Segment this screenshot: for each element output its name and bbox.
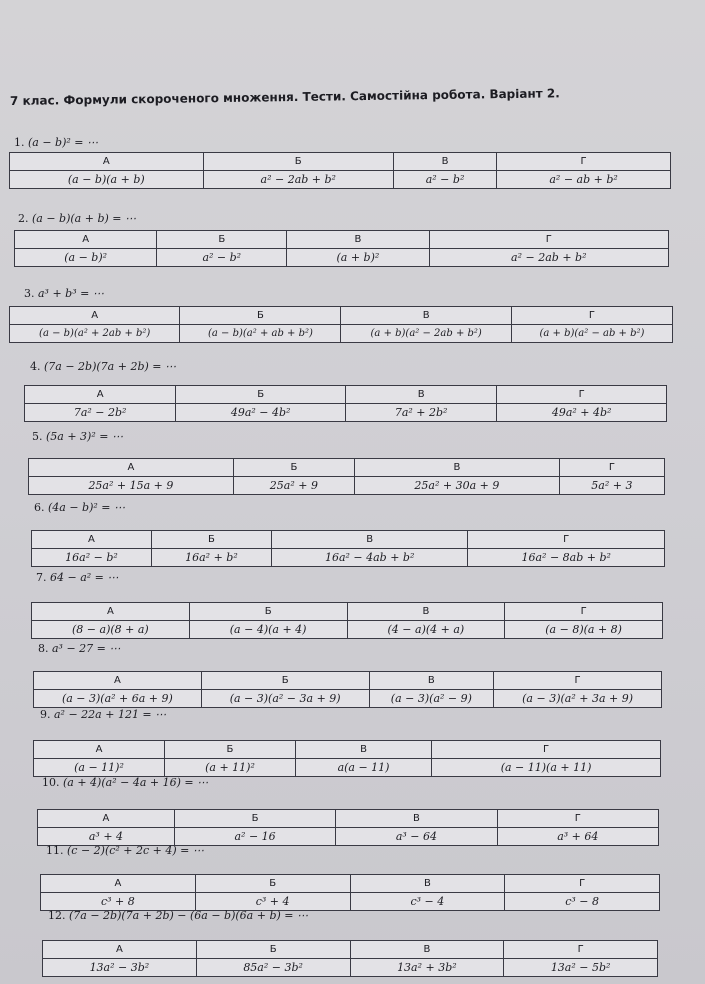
- option-v: a³ − 64: [336, 828, 497, 846]
- option-v: 7a² + 2b²: [345, 404, 496, 422]
- option-b: 16a² + b²: [151, 549, 271, 567]
- option-g: (a − 8)(a + 8): [505, 621, 663, 639]
- option-v: (a − 3)(a² − 9): [369, 690, 494, 708]
- option-g: (a − 3)(a² + 3a + 9): [494, 690, 662, 708]
- answer-table-12: [42, 940, 658, 977]
- option-v: (a + b)²: [287, 249, 429, 267]
- option-letter-g: Г: [432, 741, 661, 759]
- option-letter-g: Г: [559, 459, 664, 477]
- option-g: (a − 11)(a + 11): [432, 759, 661, 777]
- option-g: 5a² + 3: [559, 477, 664, 495]
- option-letter-g: Г: [504, 941, 658, 959]
- option-v: 16a² − 4ab + b²: [271, 549, 468, 567]
- question-expression: (a + 4)(a² − 4a + 16) = ⋯: [63, 776, 209, 789]
- option-letter-a: А: [15, 231, 157, 249]
- question-1: [14, 136, 98, 149]
- option-letter-g: Г: [429, 231, 668, 249]
- option-letter-v: В: [271, 531, 468, 549]
- question-number: 6.: [34, 501, 45, 514]
- question-expression: 64 − a² = ⋯: [50, 571, 119, 584]
- option-a: (a − 3)(a² + 6a + 9): [34, 690, 202, 708]
- option-letter-g: Г: [497, 386, 667, 404]
- answer-table-6: [31, 530, 665, 567]
- option-letter-a: А: [32, 603, 190, 621]
- question-3: [24, 287, 104, 300]
- option-b: a² − 16: [174, 828, 335, 846]
- option-a: (a − b)(a + b): [10, 171, 204, 189]
- option-g: a³ + 64: [497, 828, 658, 846]
- question-number: 8.: [38, 642, 49, 655]
- answer-table-8: [33, 671, 662, 708]
- option-b: (a − b)(a² + ab + b²): [180, 325, 341, 343]
- question-8: [38, 642, 120, 655]
- question-number: 12.: [48, 909, 66, 922]
- option-a: (a − b)²: [15, 249, 157, 267]
- question-6: [34, 501, 125, 514]
- question-number: 3.: [24, 287, 35, 300]
- option-v: a(a − 11): [295, 759, 431, 777]
- question-number: 9.: [40, 708, 51, 721]
- option-letter-g: Г: [505, 603, 663, 621]
- option-g: 49a² + 4b²: [497, 404, 667, 422]
- option-letter-a: А: [34, 672, 202, 690]
- answer-table-7: [31, 602, 663, 639]
- option-v: 13a² + 3b²: [350, 959, 504, 977]
- option-letter-a: А: [38, 810, 175, 828]
- option-letter-a: А: [29, 459, 234, 477]
- option-letter-b: Б: [189, 603, 347, 621]
- option-a: (a − b)(a² + 2ab + b²): [10, 325, 180, 343]
- option-b: a² − 2ab + b²: [203, 171, 393, 189]
- answer-table-9: [33, 740, 661, 777]
- option-letter-b: Б: [174, 810, 335, 828]
- question-expression: (7a − 2b)(7a + 2b) − (6a − b)(6a + b) = ⋯: [69, 909, 308, 922]
- option-letter-a: А: [10, 153, 204, 171]
- question-11: [46, 844, 204, 857]
- option-g: (a + b)(a² − ab + b²): [511, 325, 672, 343]
- option-a: (8 − a)(8 + a): [32, 621, 190, 639]
- question-number: 7.: [36, 571, 47, 584]
- option-letter-g: Г: [494, 672, 662, 690]
- option-b: 49a² − 4b²: [176, 404, 346, 422]
- question-expression: (c − 2)(c² + 2c + 4) = ⋯: [67, 844, 204, 857]
- option-v: 25a² + 30a + 9: [354, 477, 559, 495]
- option-a: 7a² − 2b²: [25, 404, 176, 422]
- question-4: [30, 360, 176, 373]
- answer-table-4: [24, 385, 667, 422]
- question-9: [40, 708, 166, 721]
- option-letter-b: Б: [201, 672, 369, 690]
- option-letter-a: А: [34, 741, 165, 759]
- option-letter-b: Б: [164, 741, 295, 759]
- option-letter-v: В: [354, 459, 559, 477]
- option-letter-a: А: [32, 531, 152, 549]
- option-g: a² − 2ab + b²: [429, 249, 668, 267]
- option-letter-b: Б: [233, 459, 354, 477]
- worksheet-title: 7 клас. Формули скороченого множення. Тести. Самостійна робота. Варіант 2.: [9, 86, 560, 108]
- question-expression: (4a − b)² = ⋯: [48, 501, 126, 514]
- answer-table-2: [14, 230, 669, 267]
- option-letter-b: Б: [203, 153, 393, 171]
- option-letter-v: В: [350, 875, 505, 893]
- option-letter-b: Б: [176, 386, 346, 404]
- option-letter-a: А: [10, 307, 180, 325]
- question-number: 5.: [32, 430, 43, 443]
- option-g: a² − ab + b²: [497, 171, 671, 189]
- option-a: 25a² + 15a + 9: [29, 477, 234, 495]
- question-expression: (a − b)² = ⋯: [28, 136, 99, 149]
- question-2: [18, 212, 136, 225]
- option-letter-b: Б: [196, 941, 350, 959]
- option-letter-g: Г: [497, 810, 658, 828]
- option-g: 13a² − 5b²: [504, 959, 658, 977]
- option-letter-v: В: [347, 603, 505, 621]
- option-b: a² − b²: [157, 249, 287, 267]
- option-b: 25a² + 9: [233, 477, 354, 495]
- answer-table-10: [37, 809, 659, 846]
- question-number: 4.: [30, 360, 41, 373]
- option-v: (a + b)(a² − 2ab + b²): [341, 325, 511, 343]
- option-letter-v: В: [345, 386, 496, 404]
- option-b: (a + 11)²: [164, 759, 295, 777]
- option-v: c³ − 4: [350, 893, 505, 911]
- option-letter-b: Б: [151, 531, 271, 549]
- question-expression: a³ + b³ = ⋯: [38, 287, 104, 300]
- option-letter-a: А: [41, 875, 196, 893]
- question-12: [48, 909, 308, 922]
- answer-table-11: [40, 874, 660, 911]
- question-expression: a³ − 27 = ⋯: [52, 642, 121, 655]
- option-v: a² − b²: [393, 171, 496, 189]
- option-letter-v: В: [393, 153, 496, 171]
- question-5: [32, 430, 123, 443]
- option-letter-v: В: [369, 672, 494, 690]
- answer-table-1: [9, 152, 671, 189]
- option-g: 16a² − 8ab + b²: [468, 549, 665, 567]
- option-a: (a − 11)²: [34, 759, 165, 777]
- option-b: (a − 3)(a² − 3a + 9): [201, 690, 369, 708]
- option-letter-b: Б: [180, 307, 341, 325]
- option-letter-a: А: [43, 941, 197, 959]
- question-10: [42, 776, 208, 789]
- question-number: 1.: [14, 136, 25, 149]
- question-number: 11.: [46, 844, 64, 857]
- option-letter-g: Г: [497, 153, 671, 171]
- option-a: 16a² − b²: [32, 549, 152, 567]
- option-letter-g: Г: [511, 307, 672, 325]
- question-expression: (7a − 2b)(7a + 2b) = ⋯: [44, 360, 176, 373]
- option-letter-b: Б: [157, 231, 287, 249]
- option-letter-g: Г: [505, 875, 660, 893]
- question-expression: a² − 22a + 121 = ⋯: [54, 708, 167, 721]
- option-letter-g: Г: [468, 531, 665, 549]
- option-letter-a: А: [25, 386, 176, 404]
- option-letter-v: В: [287, 231, 429, 249]
- option-letter-v: В: [295, 741, 431, 759]
- option-a: a³ + 4: [38, 828, 175, 846]
- question-expression: (5a + 3)² = ⋯: [46, 430, 123, 443]
- option-a: c³ + 8: [41, 893, 196, 911]
- option-g: c³ − 8: [505, 893, 660, 911]
- question-7: [36, 571, 118, 584]
- question-number: 2.: [18, 212, 29, 225]
- option-b: c³ + 4: [195, 893, 350, 911]
- option-letter-b: Б: [195, 875, 350, 893]
- answer-table-5: [28, 458, 665, 495]
- question-expression: (a − b)(a + b) = ⋯: [32, 212, 136, 225]
- question-number: 10.: [42, 776, 60, 789]
- answer-table-3: [9, 306, 673, 343]
- option-a: 13a² − 3b²: [43, 959, 197, 977]
- option-v: (4 − a)(4 + a): [347, 621, 505, 639]
- option-b: 85a² − 3b²: [196, 959, 350, 977]
- option-letter-v: В: [350, 941, 504, 959]
- option-letter-v: В: [341, 307, 511, 325]
- option-letter-v: В: [336, 810, 497, 828]
- option-b: (a − 4)(a + 4): [189, 621, 347, 639]
